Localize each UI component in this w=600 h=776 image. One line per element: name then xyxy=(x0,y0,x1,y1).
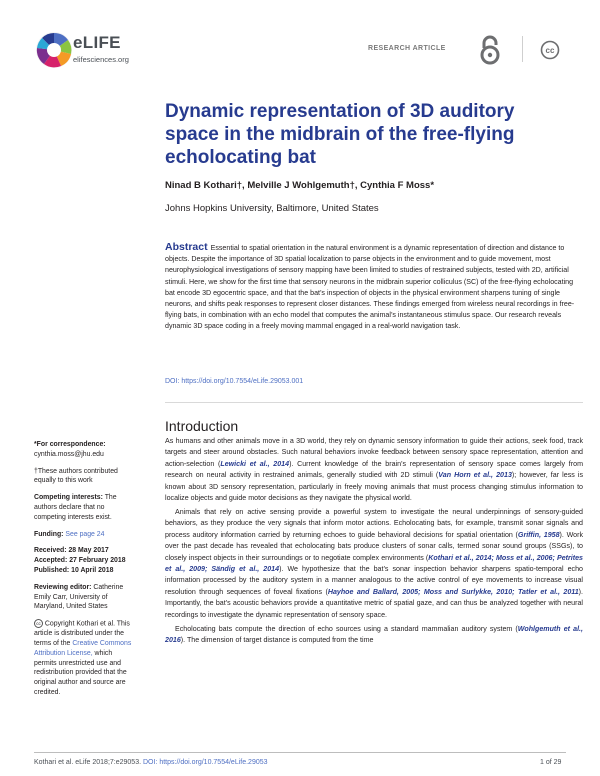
intro-text: Animals that rely on active sensing provide a powerful system to investigate the neural underpinnings of sensory-guided behaviors, as they produce the very signals that inform motor actions. Echolocating bats, for example, transmit sonar signals and process auditory information carried by returning echoes to guide behavioral decisions for spatial orientation ( xyxy=(165,508,583,539)
intro-text: ). Importantly, the bat’s acoustic behaviors provide a quantitative metric of spatial gaze, and can thus be analyzed together with neural recordings to investigate the dynamic representation of sensory space. xyxy=(165,587,583,619)
article-type-label: RESEARCH ARTICLE xyxy=(368,45,446,52)
intro-text: Echolocating bats compute the direction of echo sources using a standard mammalian auditory system ( xyxy=(175,624,518,633)
citation-link[interactable]: Van Horn et al., 2013 xyxy=(438,471,512,480)
intro-text: ). We hypothesize that the bat’s sonar inspection behavior sharpens spatio-temporal echo information processed by the auditory system in a manner analogous to the active control of eye movements to increase visual resolution through sequences of foveal fixations ( xyxy=(165,565,583,596)
abstract xyxy=(165,242,583,333)
header-divider xyxy=(522,36,523,62)
copyright-notice xyxy=(34,619,132,698)
introduction-heading: Introduction xyxy=(165,418,239,434)
funding-link[interactable]: See page 24 xyxy=(65,530,105,538)
svg-text:cc: cc xyxy=(545,46,555,55)
footer-citation-text: Kothari et al. eLife 2018;7:e29053. xyxy=(34,759,142,766)
citation-link[interactable]: Griffin, 1958 xyxy=(517,530,560,539)
reviewing-editor-label: Reviewing editor: xyxy=(34,583,92,591)
equal-contribution-note: †These authors contributed equally to this work xyxy=(34,467,118,485)
funding-label: Funding: xyxy=(34,530,64,538)
citation-link[interactable]: Lewicki et al., 2014 xyxy=(220,459,290,468)
correspondence-email[interactable]: cynthia.moss@jhu.edu xyxy=(34,450,104,458)
abstract-heading: Abstract xyxy=(165,241,208,253)
elife-url[interactable]: elifesciences.org xyxy=(73,55,129,64)
received-date: Received: 28 May 2017 xyxy=(34,547,109,555)
intro-text: As humans and other animals move in a 3D world, they rely on dynamic sensory information to guide their actions, seek food, track targets and steer around obstacles. Such natural behaviors invoke feedback between sensory space representation, attention and action-selection ( xyxy=(165,437,583,468)
intro-paragraph xyxy=(165,436,583,504)
citation-link[interactable]: Hayhoe and Ballard, 2005; Moss and Surlykke, 2010; Tatler et al., 2011 xyxy=(327,587,579,596)
abstract-doi-link[interactable]: DOI: https://doi.org/10.7554/eLife.29053.001 xyxy=(165,378,304,385)
open-access-icon xyxy=(478,34,502,66)
citation-link[interactable]: Kothari et al., 2014; Moss et al., 2006; Petrites et al., 2009; Sändig et al., 2014 xyxy=(165,553,583,574)
introduction-body xyxy=(165,436,583,649)
published-date: Published: 10 April 2018 xyxy=(34,566,114,574)
creative-commons-icon xyxy=(540,40,560,60)
abstract-text: Essential to spatial orientation in the natural environment is a dynamic representation of direction and distance to objects. Despite the importance of 3D spatial localization to parse objects in the environment and to guide movement, most neurophysiological investigations of sensory mapping have been limited to studies of restrained subjects, tested with 2D, artificial stimuli. Here, we show for the first time that sensory neurons in the midbrain superior colliculus (SC) of the free-flying echolocating bat encode 3D egocentric space, and that the bat’s inspection of objects in the physical environment sharpens tuning of single neurons, and shifts peak responses to represent closer distances. These findings emerged from wireless neural recordings in free-flying bats, in combination with an echo model that computes the animal’s instantaneous stimulus space. Our research reveals dynamic 3D space coding in a freely moving mammal engaged in a real-world navigation task. xyxy=(165,244,575,331)
cc-license-link[interactable]: Creative Commons Attribution License, xyxy=(34,640,132,657)
accepted-date: Accepted: 27 February 2018 xyxy=(34,557,126,565)
page-number: 1 of 29 xyxy=(540,759,562,766)
footer-doi-link[interactable]: DOI: https://doi.org/10.7554/eLife.29053 xyxy=(142,759,268,766)
article-info-sidebar xyxy=(34,440,132,705)
footer-divider xyxy=(34,752,566,753)
intro-text: ). The dimension of target distance is computed from the time xyxy=(180,636,374,645)
elife-logo-icon[interactable] xyxy=(34,30,74,70)
author-list: Ninad B Kothari†, Melville J Wohlgemuth†, Cynthia F Moss* xyxy=(165,180,435,191)
reviewing-editor-text: Catherine Emily Carr, University of Maryland, United States xyxy=(34,583,124,611)
intro-paragraph xyxy=(165,624,583,647)
article-title: Dynamic representation of 3D auditory space in the midbrain of the free-flying echolocating bat xyxy=(165,101,515,168)
copyright-text-2: which permits unrestricted use and redistribution provided that the original author and source are credited. xyxy=(34,649,127,697)
copyright-cc-icon: cc xyxy=(34,619,43,628)
citation-link[interactable]: Wohlgemuth et al., 2016 xyxy=(165,624,583,645)
correspondence-label: *For correspondence: xyxy=(34,441,106,448)
footer-citation xyxy=(34,759,268,766)
intro-text: ); however, far less is known about 3D sensory representation, particularly in freely moving animals that must process changing stimulus information to localize objects and guide motor decisions as they navigate the physical world. xyxy=(165,471,583,503)
intro-text: ). Current knowledge of the brain’s representation of sensory space comes largely from research on neural activity in restrained animals, generally studied with 2D stimuli ( xyxy=(165,459,583,480)
elife-wordmark: eLIFE xyxy=(73,33,121,52)
affiliation: Johns Hopkins University, Baltimore, United States xyxy=(165,203,379,214)
section-divider xyxy=(165,402,583,403)
intro-text: ). Work over the past decade has revealed that echolocating bats produce clusters of sonar calls, termed sonar sound groups (SSGs), to closely inspect objects in their surroundings or to negotiate complex environments ( xyxy=(165,530,583,562)
competing-interests-text: The authors declare that no competing interests exist. xyxy=(34,494,117,521)
intro-paragraph xyxy=(165,507,583,621)
competing-interests-label: Competing interests: xyxy=(34,494,103,502)
copyright-text-1: Copyright Kothari et al. This article is distributed under the terms of the xyxy=(34,620,130,648)
